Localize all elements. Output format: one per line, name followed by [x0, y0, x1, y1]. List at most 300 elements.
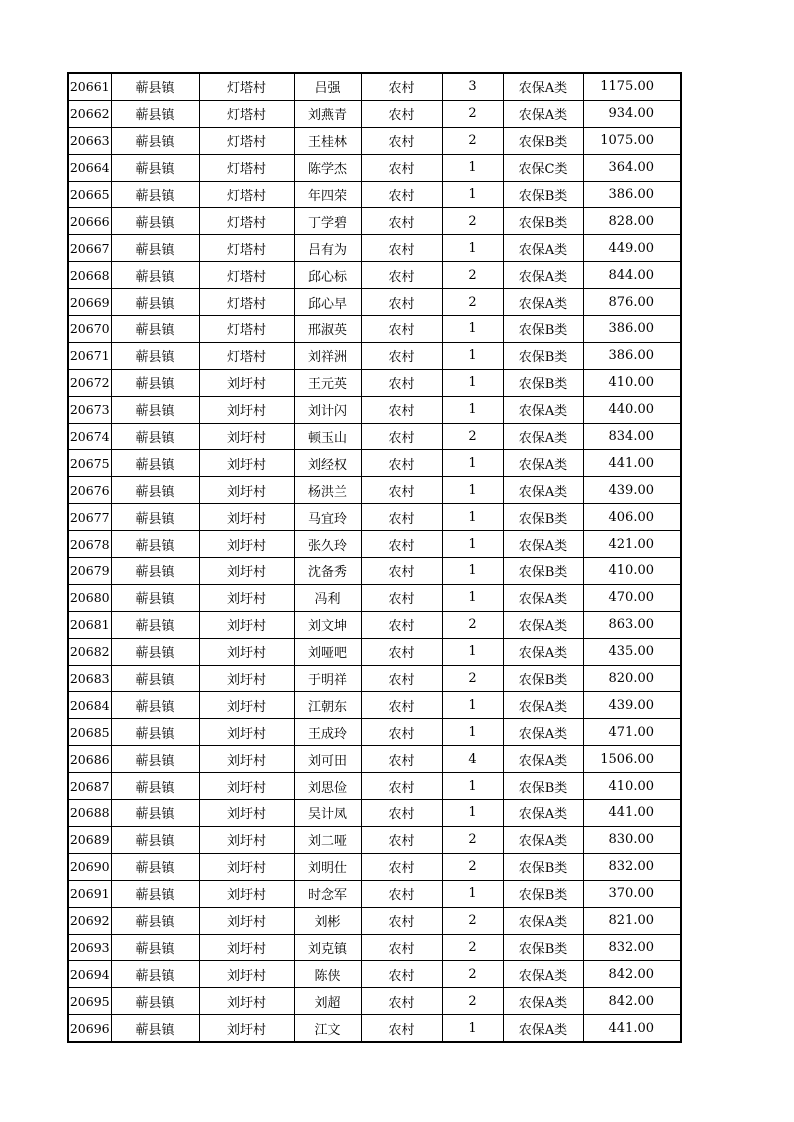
- cell-village: 刘圩村: [199, 934, 294, 961]
- cell-category: 农保A类: [503, 289, 583, 316]
- cell-persons: 1: [442, 638, 503, 665]
- table-row: [68, 369, 681, 396]
- cell-category: 农保A类: [503, 800, 583, 827]
- table-row: [68, 880, 681, 907]
- cell-id: 20692: [68, 907, 111, 934]
- cell-id: 20688: [68, 800, 111, 827]
- cell-persons: 1: [442, 1015, 503, 1042]
- cell-id: 20691: [68, 880, 111, 907]
- cell-amount: 410.00: [583, 558, 681, 585]
- cell-town: 蕲县镇: [111, 826, 199, 853]
- cell-category: 农保A类: [503, 961, 583, 988]
- cell-village: 灯塔村: [199, 289, 294, 316]
- cell-area: 农村: [361, 692, 442, 719]
- cell-persons: 2: [442, 907, 503, 934]
- cell-name: 杨洪兰: [294, 477, 361, 504]
- cell-town: 蕲县镇: [111, 235, 199, 262]
- cell-persons: 2: [442, 289, 503, 316]
- cell-amount: 470.00: [583, 584, 681, 611]
- cell-name: 陈侠: [294, 961, 361, 988]
- cell-area: 农村: [361, 826, 442, 853]
- cell-persons: 1: [442, 450, 503, 477]
- cell-amount: 386.00: [583, 342, 681, 369]
- cell-category: 农保B类: [503, 504, 583, 531]
- cell-village: 刘圩村: [199, 773, 294, 800]
- cell-village: 刘圩村: [199, 719, 294, 746]
- cell-area: 农村: [361, 369, 442, 396]
- cell-id: 20687: [68, 773, 111, 800]
- cell-category: 农保A类: [503, 73, 583, 100]
- cell-area: 农村: [361, 262, 442, 289]
- cell-name: 刘明仕: [294, 853, 361, 880]
- cell-town: 蕲县镇: [111, 316, 199, 343]
- cell-persons: 2: [442, 262, 503, 289]
- cell-name: 江朝东: [294, 692, 361, 719]
- cell-village: 刘圩村: [199, 665, 294, 692]
- cell-category: 农保B类: [503, 665, 583, 692]
- cell-area: 农村: [361, 961, 442, 988]
- cell-persons: 1: [442, 800, 503, 827]
- cell-village: 刘圩村: [199, 638, 294, 665]
- cell-town: 蕲县镇: [111, 127, 199, 154]
- cell-id: 20667: [68, 235, 111, 262]
- cell-category: 农保A类: [503, 584, 583, 611]
- cell-village: 灯塔村: [199, 208, 294, 235]
- cell-village: 灯塔村: [199, 181, 294, 208]
- cell-id: 20661: [68, 73, 111, 100]
- cell-persons: 2: [442, 611, 503, 638]
- table-row: [68, 73, 681, 100]
- cell-category: 农保A类: [503, 746, 583, 773]
- cell-category: 农保A类: [503, 907, 583, 934]
- cell-village: 灯塔村: [199, 262, 294, 289]
- cell-category: 农保A类: [503, 611, 583, 638]
- cell-area: 农村: [361, 127, 442, 154]
- cell-town: 蕲县镇: [111, 504, 199, 531]
- cell-persons: 1: [442, 773, 503, 800]
- cell-id: 20690: [68, 853, 111, 880]
- cell-amount: 435.00: [583, 638, 681, 665]
- cell-persons: 1: [442, 235, 503, 262]
- cell-town: 蕲县镇: [111, 988, 199, 1015]
- cell-category: 农保B类: [503, 127, 583, 154]
- cell-town: 蕲县镇: [111, 450, 199, 477]
- cell-persons: 2: [442, 853, 503, 880]
- cell-name: 刘祥洲: [294, 342, 361, 369]
- cell-persons: 1: [442, 504, 503, 531]
- cell-id: 20672: [68, 369, 111, 396]
- table-row: [68, 342, 681, 369]
- cell-name: 顿玉山: [294, 423, 361, 450]
- cell-village: 刘圩村: [199, 423, 294, 450]
- cell-category: 农保B类: [503, 181, 583, 208]
- cell-town: 蕲县镇: [111, 1015, 199, 1042]
- cell-name: 王桂林: [294, 127, 361, 154]
- cell-category: 农保B类: [503, 773, 583, 800]
- cell-area: 农村: [361, 773, 442, 800]
- cell-village: 刘圩村: [199, 531, 294, 558]
- table-row: [68, 127, 681, 154]
- cell-category: 农保B类: [503, 558, 583, 585]
- cell-persons: 2: [442, 100, 503, 127]
- cell-category: 农保A类: [503, 450, 583, 477]
- cell-category: 农保A类: [503, 692, 583, 719]
- cell-persons: 1: [442, 692, 503, 719]
- cell-village: 灯塔村: [199, 235, 294, 262]
- cell-persons: 1: [442, 342, 503, 369]
- cell-village: 灯塔村: [199, 100, 294, 127]
- cell-amount: 386.00: [583, 181, 681, 208]
- table-row: [68, 611, 681, 638]
- cell-persons: 1: [442, 558, 503, 585]
- cell-id: 20675: [68, 450, 111, 477]
- cell-amount: 421.00: [583, 531, 681, 558]
- table-row: [68, 1015, 681, 1042]
- cell-area: 农村: [361, 853, 442, 880]
- cell-town: 蕲县镇: [111, 773, 199, 800]
- cell-name: 刘文坤: [294, 611, 361, 638]
- cell-village: 刘圩村: [199, 396, 294, 423]
- cell-amount: 406.00: [583, 504, 681, 531]
- cell-id: 20669: [68, 289, 111, 316]
- cell-village: 刘圩村: [199, 800, 294, 827]
- cell-persons: 2: [442, 665, 503, 692]
- cell-name: 江文: [294, 1015, 361, 1042]
- cell-name: 邢淑英: [294, 316, 361, 343]
- table-row: [68, 100, 681, 127]
- cell-id: 20670: [68, 316, 111, 343]
- cell-category: 农保A类: [503, 988, 583, 1015]
- cell-id: 20673: [68, 396, 111, 423]
- cell-town: 蕲县镇: [111, 638, 199, 665]
- cell-category: 农保A类: [503, 1015, 583, 1042]
- cell-id: 20681: [68, 611, 111, 638]
- cell-category: 农保B类: [503, 316, 583, 343]
- cell-category: 农保B类: [503, 853, 583, 880]
- table-row: [68, 154, 681, 181]
- cell-amount: 441.00: [583, 450, 681, 477]
- cell-name: 王元英: [294, 369, 361, 396]
- cell-id: 20664: [68, 154, 111, 181]
- table-body: [68, 73, 681, 1042]
- cell-town: 蕲县镇: [111, 853, 199, 880]
- cell-persons: 1: [442, 316, 503, 343]
- cell-amount: 876.00: [583, 289, 681, 316]
- cell-category: 农保A类: [503, 638, 583, 665]
- cell-area: 农村: [361, 584, 442, 611]
- cell-name: 年四荣: [294, 181, 361, 208]
- cell-persons: 2: [442, 961, 503, 988]
- cell-amount: 828.00: [583, 208, 681, 235]
- cell-area: 农村: [361, 73, 442, 100]
- cell-village: 刘圩村: [199, 504, 294, 531]
- cell-persons: 2: [442, 423, 503, 450]
- cell-village: 刘圩村: [199, 611, 294, 638]
- cell-area: 农村: [361, 746, 442, 773]
- table-row: [68, 746, 681, 773]
- cell-village: 刘圩村: [199, 746, 294, 773]
- cell-id: 20665: [68, 181, 111, 208]
- table-row: [68, 692, 681, 719]
- cell-area: 农村: [361, 235, 442, 262]
- cell-town: 蕲县镇: [111, 558, 199, 585]
- cell-amount: 834.00: [583, 423, 681, 450]
- table-row: [68, 450, 681, 477]
- cell-amount: 830.00: [583, 826, 681, 853]
- cell-town: 蕲县镇: [111, 73, 199, 100]
- cell-village: 刘圩村: [199, 584, 294, 611]
- cell-id: 20686: [68, 746, 111, 773]
- cell-category: 农保A类: [503, 423, 583, 450]
- cell-name: 陈学杰: [294, 154, 361, 181]
- cell-area: 农村: [361, 450, 442, 477]
- cell-persons: 4: [442, 746, 503, 773]
- cell-id: 20668: [68, 262, 111, 289]
- cell-persons: 1: [442, 477, 503, 504]
- cell-area: 农村: [361, 638, 442, 665]
- cell-category: 农保A类: [503, 477, 583, 504]
- cell-area: 农村: [361, 181, 442, 208]
- cell-village: 刘圩村: [199, 961, 294, 988]
- cell-town: 蕲县镇: [111, 289, 199, 316]
- cell-name: 刘经权: [294, 450, 361, 477]
- cell-amount: 832.00: [583, 853, 681, 880]
- cell-area: 农村: [361, 154, 442, 181]
- cell-name: 于明祥: [294, 665, 361, 692]
- cell-area: 农村: [361, 880, 442, 907]
- cell-persons: 3: [442, 73, 503, 100]
- cell-name: 丁学碧: [294, 208, 361, 235]
- cell-category: 农保A类: [503, 396, 583, 423]
- cell-amount: 439.00: [583, 692, 681, 719]
- cell-amount: 821.00: [583, 907, 681, 934]
- cell-village: 刘圩村: [199, 988, 294, 1015]
- cell-id: 20677: [68, 504, 111, 531]
- cell-category: 农保A类: [503, 235, 583, 262]
- cell-category: 农保B类: [503, 369, 583, 396]
- cell-persons: 1: [442, 531, 503, 558]
- cell-amount: 934.00: [583, 100, 681, 127]
- cell-name: 吕强: [294, 73, 361, 100]
- cell-id: 20682: [68, 638, 111, 665]
- cell-amount: 842.00: [583, 961, 681, 988]
- table-row: [68, 907, 681, 934]
- cell-id: 20666: [68, 208, 111, 235]
- cell-amount: 410.00: [583, 369, 681, 396]
- cell-village: 灯塔村: [199, 316, 294, 343]
- cell-id: 20674: [68, 423, 111, 450]
- cell-area: 农村: [361, 531, 442, 558]
- cell-amount: 440.00: [583, 396, 681, 423]
- cell-amount: 441.00: [583, 1015, 681, 1042]
- table-row: [68, 316, 681, 343]
- cell-area: 农村: [361, 423, 442, 450]
- cell-persons: 1: [442, 880, 503, 907]
- cell-amount: 441.00: [583, 800, 681, 827]
- cell-category: 农保C类: [503, 154, 583, 181]
- cell-id: 20663: [68, 127, 111, 154]
- table-row: [68, 934, 681, 961]
- cell-village: 刘圩村: [199, 853, 294, 880]
- table-row: [68, 558, 681, 585]
- cell-amount: 1075.00: [583, 127, 681, 154]
- cell-town: 蕲县镇: [111, 611, 199, 638]
- cell-id: 20676: [68, 477, 111, 504]
- table-row: [68, 423, 681, 450]
- cell-name: 冯利: [294, 584, 361, 611]
- cell-name: 刘二哑: [294, 826, 361, 853]
- cell-persons: 2: [442, 934, 503, 961]
- table-row: [68, 719, 681, 746]
- table-row: [68, 531, 681, 558]
- cell-name: 王成玲: [294, 719, 361, 746]
- cell-amount: 370.00: [583, 880, 681, 907]
- cell-category: 农保A类: [503, 719, 583, 746]
- cell-village: 刘圩村: [199, 558, 294, 585]
- cell-name: 沈备秀: [294, 558, 361, 585]
- cell-amount: 410.00: [583, 773, 681, 800]
- cell-persons: 1: [442, 369, 503, 396]
- table-row: [68, 988, 681, 1015]
- cell-village: 刘圩村: [199, 692, 294, 719]
- cell-category: 农保A类: [503, 262, 583, 289]
- cell-town: 蕲县镇: [111, 208, 199, 235]
- cell-persons: 1: [442, 181, 503, 208]
- cell-category: 农保A类: [503, 100, 583, 127]
- table-row: [68, 289, 681, 316]
- cell-area: 农村: [361, 907, 442, 934]
- cell-amount: 1506.00: [583, 746, 681, 773]
- cell-town: 蕲县镇: [111, 907, 199, 934]
- table-row: [68, 773, 681, 800]
- cell-name: 吴计凤: [294, 800, 361, 827]
- cell-area: 农村: [361, 611, 442, 638]
- cell-name: 刘计闪: [294, 396, 361, 423]
- cell-persons: 1: [442, 154, 503, 181]
- cell-category: 农保B类: [503, 934, 583, 961]
- cell-persons: 1: [442, 719, 503, 746]
- cell-area: 农村: [361, 719, 442, 746]
- cell-name: 时念军: [294, 880, 361, 907]
- cell-town: 蕲县镇: [111, 665, 199, 692]
- cell-village: 刘圩村: [199, 1015, 294, 1042]
- cell-name: 刘彬: [294, 907, 361, 934]
- cell-id: 20679: [68, 558, 111, 585]
- cell-area: 农村: [361, 1015, 442, 1042]
- cell-id: 20696: [68, 1015, 111, 1042]
- cell-category: 农保A类: [503, 531, 583, 558]
- cell-village: 灯塔村: [199, 127, 294, 154]
- cell-category: 农保B类: [503, 342, 583, 369]
- cell-area: 农村: [361, 988, 442, 1015]
- cell-id: 20685: [68, 719, 111, 746]
- cell-town: 蕲县镇: [111, 396, 199, 423]
- table-row: [68, 181, 681, 208]
- table-row: [68, 262, 681, 289]
- cell-id: 20680: [68, 584, 111, 611]
- cell-id: 20695: [68, 988, 111, 1015]
- cell-area: 农村: [361, 934, 442, 961]
- cell-village: 灯塔村: [199, 73, 294, 100]
- cell-persons: 2: [442, 208, 503, 235]
- cell-persons: 2: [442, 826, 503, 853]
- cell-id: 20662: [68, 100, 111, 127]
- cell-category: 农保A类: [503, 826, 583, 853]
- cell-category: 农保B类: [503, 208, 583, 235]
- table-row: [68, 665, 681, 692]
- cell-amount: 820.00: [583, 665, 681, 692]
- cell-id: 20678: [68, 531, 111, 558]
- table-row: [68, 826, 681, 853]
- cell-amount: 439.00: [583, 477, 681, 504]
- cell-town: 蕲县镇: [111, 477, 199, 504]
- cell-town: 蕲县镇: [111, 531, 199, 558]
- table-row: [68, 961, 681, 988]
- cell-amount: 471.00: [583, 719, 681, 746]
- cell-persons: 1: [442, 396, 503, 423]
- cell-amount: 386.00: [583, 316, 681, 343]
- cell-name: 邱心标: [294, 262, 361, 289]
- cell-name: 刘哑吧: [294, 638, 361, 665]
- cell-persons: 2: [442, 988, 503, 1015]
- cell-area: 农村: [361, 100, 442, 127]
- cell-id: 20694: [68, 961, 111, 988]
- cell-town: 蕲县镇: [111, 342, 199, 369]
- table-row: [68, 477, 681, 504]
- cell-amount: 842.00: [583, 988, 681, 1015]
- cell-amount: 1175.00: [583, 73, 681, 100]
- cell-name: 刘超: [294, 988, 361, 1015]
- cell-amount: 364.00: [583, 154, 681, 181]
- cell-name: 邱心早: [294, 289, 361, 316]
- cell-id: 20693: [68, 934, 111, 961]
- cell-town: 蕲县镇: [111, 154, 199, 181]
- cell-town: 蕲县镇: [111, 262, 199, 289]
- cell-amount: 863.00: [583, 611, 681, 638]
- cell-town: 蕲县镇: [111, 369, 199, 396]
- cell-town: 蕲县镇: [111, 692, 199, 719]
- cell-name: 刘可田: [294, 746, 361, 773]
- cell-area: 农村: [361, 477, 442, 504]
- cell-id: 20683: [68, 665, 111, 692]
- cell-area: 农村: [361, 342, 442, 369]
- cell-village: 灯塔村: [199, 342, 294, 369]
- cell-town: 蕲县镇: [111, 719, 199, 746]
- cell-name: 刘思俭: [294, 773, 361, 800]
- cell-amount: 844.00: [583, 262, 681, 289]
- cell-id: 20671: [68, 342, 111, 369]
- cell-village: 灯塔村: [199, 154, 294, 181]
- cell-town: 蕲县镇: [111, 423, 199, 450]
- cell-name: 张久玲: [294, 531, 361, 558]
- cell-name: 马宜玲: [294, 504, 361, 531]
- cell-area: 农村: [361, 289, 442, 316]
- cell-area: 农村: [361, 800, 442, 827]
- cell-persons: 2: [442, 127, 503, 154]
- cell-amount: 832.00: [583, 934, 681, 961]
- cell-town: 蕲县镇: [111, 746, 199, 773]
- cell-town: 蕲县镇: [111, 800, 199, 827]
- cell-village: 刘圩村: [199, 826, 294, 853]
- cell-name: 吕有为: [294, 235, 361, 262]
- table-row: [68, 504, 681, 531]
- table-row: [68, 638, 681, 665]
- cell-area: 农村: [361, 504, 442, 531]
- cell-town: 蕲县镇: [111, 934, 199, 961]
- cell-persons: 1: [442, 584, 503, 611]
- cell-area: 农村: [361, 316, 442, 343]
- cell-town: 蕲县镇: [111, 880, 199, 907]
